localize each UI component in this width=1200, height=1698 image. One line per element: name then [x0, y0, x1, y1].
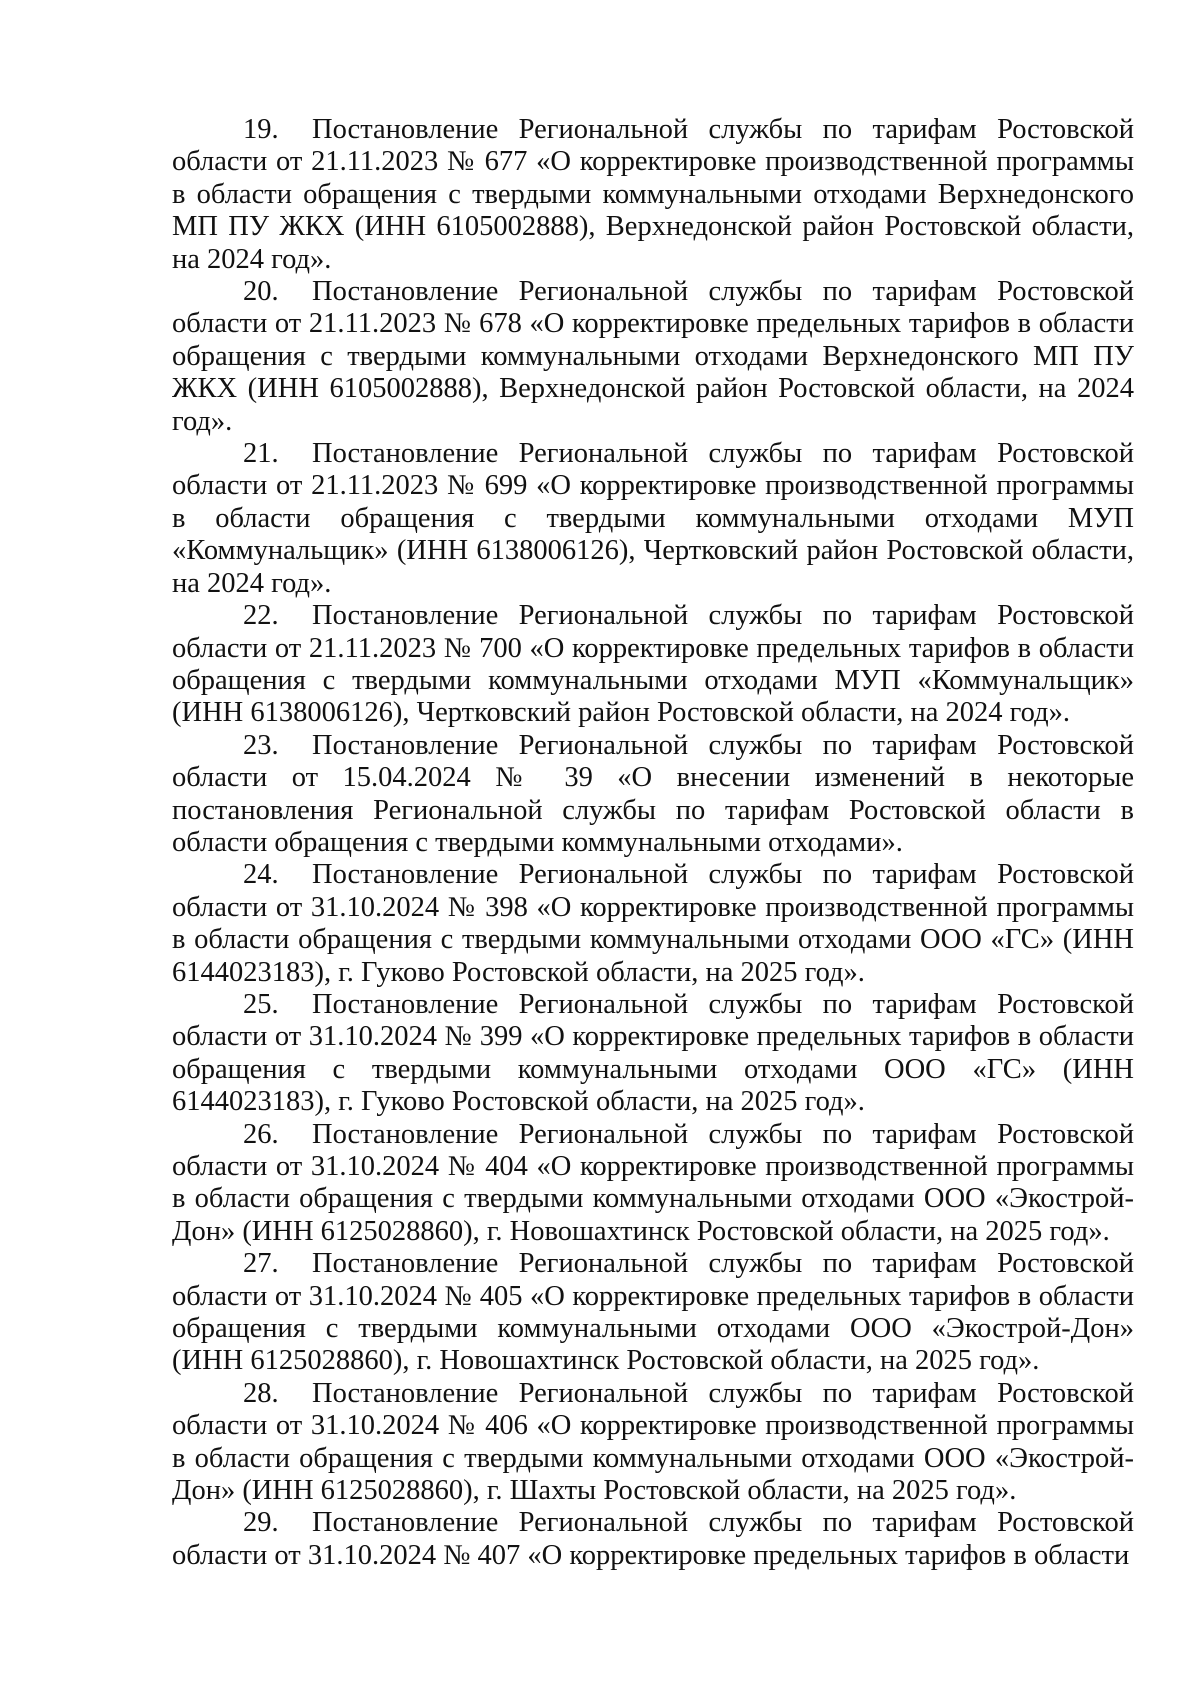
item-number: 28. — [243, 1377, 279, 1409]
list-item-26 — [172, 1119, 1134, 1249]
item-text: Постановление Региональной службы по тарифам Ростовской области от 31.10.2024 № 398 «О корректировке производственной программы в области обращения с твердыми коммунальными отходами ООО «ГС» (ИНН 6144023183), г. Гуково Ростовской области, на 2025 год». — [172, 859, 1134, 988]
item-text: Постановление Региональной службы по тарифам Ростовской области от 31.10.2024 № 406 «О корректировке производственной программы в области обращения с твердыми коммунальными отходами ООО «Экострой-Дон» (ИНН 6125028860), г. Шахты Ростовской области, на 2025 год». — [172, 1377, 1134, 1507]
item-text: Постановление Региональной службы по тарифам Ростовской области от 21.11.2023 № 699 «О корректировке производственной программы в области обращения с твердыми коммунальными отходами МУП «Коммунальщик» (ИНН 6138006126), Чертковский район Ростовской области, на 2024 год». — [172, 438, 1134, 599]
item-text: Постановление Региональной службы по тарифам Ростовской области от 21.11.2023 № 678 «О корректировке предельных тарифов в области обращения с твердыми коммунальными отходами Верхнедонского МП ПУ ЖКХ (ИНН 6105002888), Верхнедонской район Ростовской области, на 2024 год». — [172, 276, 1134, 437]
list-item-25 — [172, 989, 1134, 1119]
item-number: 22. — [243, 600, 279, 632]
list-item-27 — [172, 1248, 1134, 1378]
item-text: Постановление Региональной службы по тарифам Ростовской области от 31.10.2024 № 404 «О корректировке производственной программы в области обращения с твердыми коммунальными отходами ООО «Экострой-Дон» (ИНН 6125028860), г. Новошахтинск Ростовской области, на 2025 год». — [172, 1118, 1134, 1247]
item-number: 19. — [243, 114, 279, 145]
item-number: 24. — [243, 859, 279, 891]
list-item-22 — [172, 600, 1134, 730]
item-text: Постановление Региональной службы по тарифам Ростовской области от 31.10.2024 № 407 «О корректировке предельных тарифов в области — [172, 1507, 1134, 1571]
document-page — [172, 114, 1134, 1572]
list-item-19 — [172, 114, 1134, 276]
item-number: 25. — [243, 988, 279, 1020]
list-item-23 — [172, 730, 1134, 860]
item-number: 20. — [243, 276, 279, 308]
item-text: Постановление Региональной службы по тарифам Ростовской области от 31.10.2024 № 399 «О корректировке предельных тарифов в области обращения с твердыми коммунальными отходами ООО «ГС» (ИНН 6144023183), г. Гуково Ростовской области, на 2025 год». — [172, 988, 1134, 1118]
item-number: 21. — [243, 438, 279, 470]
list-item-29 — [172, 1507, 1134, 1572]
list-item-24 — [172, 859, 1134, 989]
item-text: Постановление Региональной службы по тарифам Ростовской области от 21.11.2023 № 677 «О корректировке производственной программы в области обращения с твердыми коммунальными отходами Верхнедонского МП ПУ ЖКХ (ИНН 6105002888), Верхнедонской район Ростовской области, на 2024 год». — [172, 114, 1134, 275]
item-text: Постановление Региональной службы по тарифам Ростовской области от 21.11.2023 № 700 «О корректировке предельных тарифов в области обращения с твердыми коммунальными отходами МУП «Коммунальщик» (ИНН 6138006126), Чертковский район Ростовской области, на 2024 год». — [172, 600, 1134, 729]
list-item-20 — [172, 276, 1134, 438]
item-text: Постановление Региональной службы по тарифам Ростовской области от 31.10.2024 № 405 «О корректировке предельных тарифов в области обращения с твердыми коммунальными отходами ООО «Экострой-Дон» (ИНН 6125028860), г. Новошахтинск Ростовской области, на 2025 год». — [172, 1248, 1134, 1377]
item-number: 27. — [243, 1248, 279, 1280]
item-text: Постановление Региональной службы по тарифам Ростовской области от 15.04.2024 № 39 «О внесении изменений в некоторые постановления Региональной службы по тарифам Ростовской области в области обращения с твердыми коммунальными отходами». — [172, 729, 1134, 858]
item-number: 29. — [243, 1507, 279, 1539]
list-item-28 — [172, 1378, 1134, 1508]
item-number: 23. — [243, 729, 279, 761]
list-item-21 — [172, 438, 1134, 600]
item-number: 26. — [243, 1118, 279, 1150]
